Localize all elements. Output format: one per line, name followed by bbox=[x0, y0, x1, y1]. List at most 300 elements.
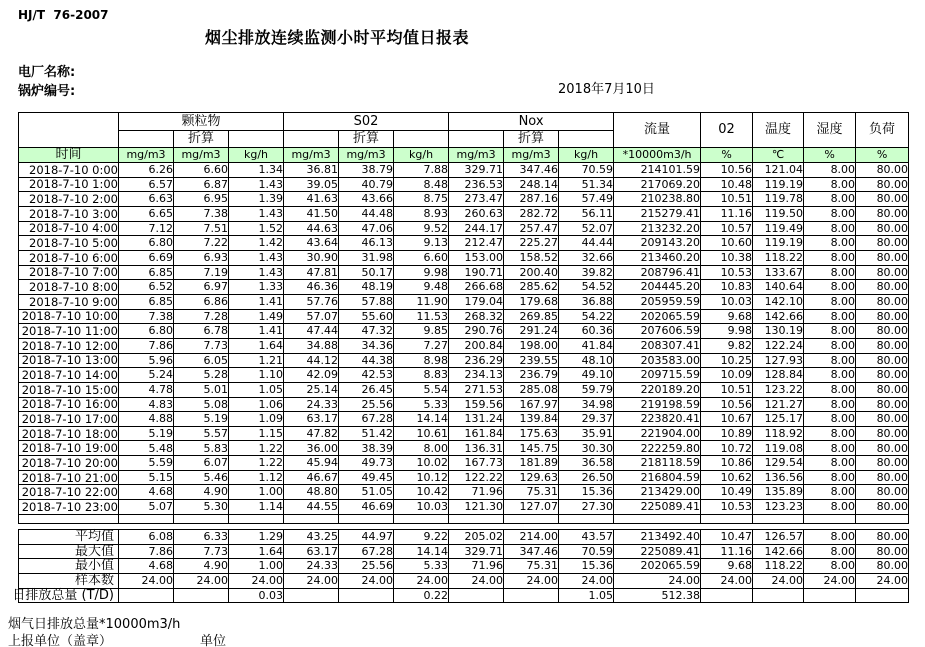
value-cell: 10.56 bbox=[701, 397, 753, 412]
unit-cell: *10000m3/h bbox=[614, 148, 701, 163]
value-cell: 11.53 bbox=[394, 309, 449, 324]
summary-label: 最小值 bbox=[19, 559, 119, 574]
value-cell: 47.44 bbox=[284, 324, 339, 339]
value-cell: 9.52 bbox=[394, 221, 449, 236]
plant-name-label: 电厂名称: bbox=[18, 65, 76, 80]
value-cell: 32.66 bbox=[559, 250, 614, 265]
summary-value-cell bbox=[284, 588, 339, 603]
value-cell: 25.14 bbox=[284, 382, 339, 397]
value-cell: 121.27 bbox=[753, 397, 804, 412]
value-cell: 6.86 bbox=[174, 294, 229, 309]
col-group-so2: S02 bbox=[284, 113, 449, 131]
value-cell: 123.22 bbox=[753, 382, 804, 397]
summary-row bbox=[19, 588, 909, 603]
summary-value-cell: 70.59 bbox=[559, 544, 614, 559]
summary-value-cell: 24.00 bbox=[701, 574, 753, 589]
value-cell: 80.00 bbox=[856, 500, 909, 515]
value-cell: 208307.41 bbox=[614, 338, 701, 353]
value-cell: 4.68 bbox=[119, 485, 174, 500]
summary-value-cell: 9.22 bbox=[394, 530, 449, 545]
time-cell: 2018-7-10 3:00 bbox=[19, 206, 119, 221]
time-cell: 2018-7-10 18:00 bbox=[19, 426, 119, 441]
time-cell: 2018-7-10 5:00 bbox=[19, 236, 119, 251]
summary-value-cell: 10.47 bbox=[701, 530, 753, 545]
blank-cell bbox=[559, 131, 614, 148]
value-cell: 285.62 bbox=[504, 280, 559, 295]
value-cell: 36.58 bbox=[559, 456, 614, 471]
value-cell: 6.69 bbox=[119, 250, 174, 265]
summary-value-cell: 205.02 bbox=[449, 530, 504, 545]
value-cell: 119.50 bbox=[753, 206, 804, 221]
time-cell: 2018-7-10 1:00 bbox=[19, 177, 119, 192]
value-cell: 7.28 bbox=[174, 309, 229, 324]
blank-cell bbox=[394, 131, 449, 148]
value-cell: 57.76 bbox=[284, 294, 339, 309]
value-cell: 8.00 bbox=[804, 163, 856, 178]
value-cell: 8.00 bbox=[804, 426, 856, 441]
value-cell: 1.43 bbox=[229, 265, 284, 280]
table-row bbox=[19, 441, 909, 456]
value-cell: 10.12 bbox=[394, 470, 449, 485]
value-cell: 30.30 bbox=[559, 441, 614, 456]
value-cell: 6.07 bbox=[174, 456, 229, 471]
col-group-particulate: 颗粒物 bbox=[119, 113, 284, 131]
unit-cell: ℃ bbox=[753, 148, 804, 163]
value-cell: 125.17 bbox=[753, 412, 804, 427]
value-cell: 27.30 bbox=[559, 500, 614, 515]
value-cell: 39.82 bbox=[559, 265, 614, 280]
flue-gas-total-note: 烟气日排放总量*10000m3/h bbox=[8, 617, 181, 632]
summary-row bbox=[19, 559, 909, 574]
value-cell: 1.34 bbox=[229, 163, 284, 178]
value-cell: 8.00 bbox=[804, 192, 856, 207]
value-cell: 42.53 bbox=[339, 368, 394, 383]
summary-value-cell: 4.90 bbox=[174, 559, 229, 574]
value-cell: 1.09 bbox=[229, 412, 284, 427]
value-cell: 80.00 bbox=[856, 441, 909, 456]
value-cell: 57.07 bbox=[284, 309, 339, 324]
summary-value-cell: 214.00 bbox=[504, 530, 559, 545]
value-cell: 80.00 bbox=[856, 206, 909, 221]
unit-cell: kg/h bbox=[229, 148, 284, 163]
value-cell: 80.00 bbox=[856, 265, 909, 280]
blank-cell bbox=[449, 131, 504, 148]
value-cell: 5.15 bbox=[119, 470, 174, 485]
value-cell: 30.90 bbox=[284, 250, 339, 265]
table-row bbox=[19, 426, 909, 441]
value-cell: 5.01 bbox=[174, 382, 229, 397]
value-cell: 49.10 bbox=[559, 368, 614, 383]
summary-value-cell: 9.68 bbox=[701, 559, 753, 574]
value-cell: 1.41 bbox=[229, 324, 284, 339]
col-group-flow: 流量 bbox=[614, 113, 701, 148]
value-cell: 282.72 bbox=[504, 206, 559, 221]
value-cell: 1.12 bbox=[229, 470, 284, 485]
table-row bbox=[19, 250, 909, 265]
unit-label: 单位 bbox=[200, 634, 227, 647]
value-cell: 8.00 bbox=[804, 368, 856, 383]
value-cell: 131.24 bbox=[449, 412, 504, 427]
summary-value-cell: 118.22 bbox=[753, 559, 804, 574]
summary-value-cell: 1.05 bbox=[559, 588, 614, 603]
summary-value-cell: 24.00 bbox=[119, 574, 174, 589]
value-cell: 204445.20 bbox=[614, 280, 701, 295]
summary-value-cell bbox=[339, 588, 394, 603]
value-cell: 7.38 bbox=[119, 309, 174, 324]
value-cell: 10.89 bbox=[701, 426, 753, 441]
value-cell: 6.87 bbox=[174, 177, 229, 192]
value-cell: 80.00 bbox=[856, 368, 909, 383]
value-cell: 50.17 bbox=[339, 265, 394, 280]
value-cell: 8.00 bbox=[804, 441, 856, 456]
summary-value-cell: 1.00 bbox=[229, 559, 284, 574]
summary-value-cell: 14.14 bbox=[394, 544, 449, 559]
summary-table bbox=[12, 529, 909, 603]
value-cell: 5.08 bbox=[174, 397, 229, 412]
value-cell: 1.06 bbox=[229, 397, 284, 412]
blank-cell bbox=[394, 514, 449, 523]
summary-value-cell: 126.57 bbox=[753, 530, 804, 545]
unit-cell: mg/m3 bbox=[174, 148, 229, 163]
value-cell: 179.04 bbox=[449, 294, 504, 309]
table-row bbox=[19, 280, 909, 295]
value-cell: 49.45 bbox=[339, 470, 394, 485]
time-cell: 2018-7-10 22:00 bbox=[19, 485, 119, 500]
blank-cell bbox=[174, 514, 229, 523]
value-cell: 119.19 bbox=[753, 236, 804, 251]
time-cell: 2018-7-10 19:00 bbox=[19, 441, 119, 456]
value-cell: 46.36 bbox=[284, 280, 339, 295]
value-cell: 1.39 bbox=[229, 192, 284, 207]
value-cell: 80.00 bbox=[856, 338, 909, 353]
value-cell: 48.10 bbox=[559, 353, 614, 368]
value-cell: 1.00 bbox=[229, 485, 284, 500]
value-cell: 127.07 bbox=[504, 500, 559, 515]
value-cell: 8.00 bbox=[804, 309, 856, 324]
value-cell: 216804.59 bbox=[614, 470, 701, 485]
value-cell: 273.47 bbox=[449, 192, 504, 207]
summary-value-cell: 24.33 bbox=[284, 559, 339, 574]
value-cell: 46.67 bbox=[284, 470, 339, 485]
value-cell: 6.26 bbox=[119, 163, 174, 178]
corner-cell bbox=[19, 113, 119, 148]
value-cell: 213460.20 bbox=[614, 250, 701, 265]
unit-cell: mg/m3 bbox=[504, 148, 559, 163]
value-cell: 221904.00 bbox=[614, 426, 701, 441]
value-cell: 214101.59 bbox=[614, 163, 701, 178]
value-cell: 10.61 bbox=[394, 426, 449, 441]
summary-value-cell: 0.22 bbox=[394, 588, 449, 603]
blank-cell bbox=[119, 131, 174, 148]
value-cell: 80.00 bbox=[856, 426, 909, 441]
value-cell: 55.60 bbox=[339, 309, 394, 324]
time-cell: 2018-7-10 0:00 bbox=[19, 163, 119, 178]
summary-value-cell: 24.00 bbox=[804, 574, 856, 589]
summary-value-cell bbox=[701, 588, 753, 603]
summary-value-cell: 43.57 bbox=[559, 530, 614, 545]
summary-value-cell: 4.68 bbox=[119, 559, 174, 574]
value-cell: 1.15 bbox=[229, 426, 284, 441]
value-cell: 47.81 bbox=[284, 265, 339, 280]
col-group-temperature: 温度 bbox=[753, 113, 804, 148]
value-cell: 1.22 bbox=[229, 456, 284, 471]
value-cell: 80.00 bbox=[856, 163, 909, 178]
value-cell: 10.03 bbox=[701, 294, 753, 309]
summary-value-cell: 80.00 bbox=[856, 544, 909, 559]
value-cell: 80.00 bbox=[856, 236, 909, 251]
table-row bbox=[19, 163, 909, 178]
value-cell: 8.00 bbox=[804, 221, 856, 236]
time-cell: 2018-7-10 23:00 bbox=[19, 500, 119, 515]
value-cell: 9.82 bbox=[701, 338, 753, 353]
value-cell: 225.27 bbox=[504, 236, 559, 251]
time-cell: 2018-7-10 16:00 bbox=[19, 397, 119, 412]
summary-value-cell: 8.00 bbox=[804, 530, 856, 545]
empty-row bbox=[19, 514, 909, 523]
value-cell: 158.52 bbox=[504, 250, 559, 265]
reporting-unit-label: 上报单位（盖章） bbox=[8, 634, 113, 647]
value-cell: 71.96 bbox=[449, 485, 504, 500]
blank-cell bbox=[449, 514, 504, 523]
time-cell: 2018-7-10 12:00 bbox=[19, 338, 119, 353]
col-group-load: 负荷 bbox=[856, 113, 909, 148]
summary-row bbox=[19, 574, 909, 589]
value-cell: 7.73 bbox=[174, 338, 229, 353]
value-cell: 10.09 bbox=[701, 368, 753, 383]
value-cell: 75.31 bbox=[504, 485, 559, 500]
value-cell: 285.08 bbox=[504, 382, 559, 397]
value-cell: 8.00 bbox=[804, 250, 856, 265]
value-cell: 11.16 bbox=[701, 206, 753, 221]
summary-value-cell: 1.64 bbox=[229, 544, 284, 559]
summary-value-cell: 6.08 bbox=[119, 530, 174, 545]
value-cell: 7.86 bbox=[119, 338, 174, 353]
table-row bbox=[19, 221, 909, 236]
value-cell: 10.53 bbox=[701, 265, 753, 280]
value-cell: 5.19 bbox=[174, 412, 229, 427]
summary-value-cell: 512.38 bbox=[614, 588, 701, 603]
value-cell: 80.00 bbox=[856, 309, 909, 324]
summary-value-cell: 24.00 bbox=[753, 574, 804, 589]
summary-value-cell: 0.03 bbox=[229, 588, 284, 603]
summary-value-cell bbox=[856, 588, 909, 603]
blank-cell bbox=[804, 514, 856, 523]
summary-value-cell: 25.56 bbox=[339, 559, 394, 574]
value-cell: 8.00 bbox=[804, 397, 856, 412]
value-cell: 119.08 bbox=[753, 441, 804, 456]
value-cell: 6.63 bbox=[119, 192, 174, 207]
time-column-header: 时间 bbox=[19, 148, 119, 163]
value-cell: 35.91 bbox=[559, 426, 614, 441]
value-cell: 80.00 bbox=[856, 280, 909, 295]
value-cell: 8.48 bbox=[394, 177, 449, 192]
value-cell: 80.00 bbox=[856, 470, 909, 485]
value-cell: 8.00 bbox=[804, 280, 856, 295]
summary-value-cell: 8.00 bbox=[804, 559, 856, 574]
blank-cell bbox=[559, 514, 614, 523]
summary-label: 日排放总量 (T/D) bbox=[19, 588, 119, 603]
value-cell: 290.76 bbox=[449, 324, 504, 339]
boiler-no-label: 锅炉编号: bbox=[18, 84, 76, 99]
summary-value-cell bbox=[174, 588, 229, 603]
value-cell: 203583.00 bbox=[614, 353, 701, 368]
value-cell: 9.48 bbox=[394, 280, 449, 295]
value-cell: 200.84 bbox=[449, 338, 504, 353]
value-cell: 236.29 bbox=[449, 353, 504, 368]
summary-value-cell: 24.00 bbox=[449, 574, 504, 589]
value-cell: 260.63 bbox=[449, 206, 504, 221]
value-cell: 291.24 bbox=[504, 324, 559, 339]
summary-value-cell: 329.71 bbox=[449, 544, 504, 559]
value-cell: 1.42 bbox=[229, 236, 284, 251]
value-cell: 236.79 bbox=[504, 368, 559, 383]
summary-value-cell: 15.36 bbox=[559, 559, 614, 574]
value-cell: 8.00 bbox=[804, 338, 856, 353]
value-cell: 15.36 bbox=[559, 485, 614, 500]
value-cell: 119.19 bbox=[753, 177, 804, 192]
summary-value-cell bbox=[119, 588, 174, 603]
blank-cell bbox=[339, 514, 394, 523]
value-cell: 63.17 bbox=[284, 412, 339, 427]
value-cell: 47.06 bbox=[339, 221, 394, 236]
value-cell: 7.51 bbox=[174, 221, 229, 236]
value-cell: 218118.59 bbox=[614, 456, 701, 471]
value-cell: 39.05 bbox=[284, 177, 339, 192]
value-cell: 7.12 bbox=[119, 221, 174, 236]
value-cell: 4.88 bbox=[119, 412, 174, 427]
summary-value-cell: 24.00 bbox=[559, 574, 614, 589]
value-cell: 7.27 bbox=[394, 338, 449, 353]
value-cell: 5.28 bbox=[174, 368, 229, 383]
table-row bbox=[19, 309, 909, 324]
value-cell: 40.79 bbox=[339, 177, 394, 192]
value-cell: 14.14 bbox=[394, 412, 449, 427]
value-cell: 1.10 bbox=[229, 368, 284, 383]
value-cell: 121.30 bbox=[449, 500, 504, 515]
value-cell: 6.80 bbox=[119, 236, 174, 251]
value-cell: 8.00 bbox=[804, 485, 856, 500]
value-cell: 80.00 bbox=[856, 397, 909, 412]
value-cell: 223820.41 bbox=[614, 412, 701, 427]
unit-cell: kg/h bbox=[394, 148, 449, 163]
table-row bbox=[19, 382, 909, 397]
value-cell: 287.16 bbox=[504, 192, 559, 207]
time-cell: 2018-7-10 4:00 bbox=[19, 221, 119, 236]
value-cell: 80.00 bbox=[856, 456, 909, 471]
value-cell: 10.72 bbox=[701, 441, 753, 456]
value-cell: 6.95 bbox=[174, 192, 229, 207]
value-cell: 4.83 bbox=[119, 397, 174, 412]
value-cell: 57.88 bbox=[339, 294, 394, 309]
table-row bbox=[19, 397, 909, 412]
value-cell: 44.44 bbox=[559, 236, 614, 251]
time-cell: 2018-7-10 14:00 bbox=[19, 368, 119, 383]
value-cell: 26.45 bbox=[339, 382, 394, 397]
value-cell: 6.85 bbox=[119, 294, 174, 309]
value-cell: 128.84 bbox=[753, 368, 804, 383]
value-cell: 70.59 bbox=[559, 163, 614, 178]
summary-value-cell: 24.00 bbox=[394, 574, 449, 589]
value-cell: 46.69 bbox=[339, 500, 394, 515]
value-cell: 1.21 bbox=[229, 353, 284, 368]
table-row bbox=[19, 177, 909, 192]
value-cell: 1.52 bbox=[229, 221, 284, 236]
value-cell: 5.07 bbox=[119, 500, 174, 515]
unit-cell: mg/m3 bbox=[119, 148, 174, 163]
value-cell: 213429.00 bbox=[614, 485, 701, 500]
value-cell: 268.32 bbox=[449, 309, 504, 324]
summary-value-cell: 80.00 bbox=[856, 530, 909, 545]
value-cell: 26.50 bbox=[559, 470, 614, 485]
value-cell: 11.90 bbox=[394, 294, 449, 309]
summary-value-cell: 24.00 bbox=[339, 574, 394, 589]
summary-value-cell bbox=[504, 588, 559, 603]
value-cell: 142.66 bbox=[753, 309, 804, 324]
time-cell: 2018-7-10 17:00 bbox=[19, 412, 119, 427]
value-cell: 80.00 bbox=[856, 382, 909, 397]
summary-value-cell: 24.00 bbox=[174, 574, 229, 589]
value-cell: 1.43 bbox=[229, 250, 284, 265]
value-cell: 209143.20 bbox=[614, 236, 701, 251]
time-cell: 2018-7-10 8:00 bbox=[19, 280, 119, 295]
summary-value-cell: 142.66 bbox=[753, 544, 804, 559]
value-cell: 10.25 bbox=[701, 353, 753, 368]
summary-value-cell: 202065.59 bbox=[614, 559, 701, 574]
value-cell: 222259.80 bbox=[614, 441, 701, 456]
value-cell: 9.98 bbox=[394, 265, 449, 280]
value-cell: 25.56 bbox=[339, 397, 394, 412]
value-cell: 8.00 bbox=[394, 441, 449, 456]
unit-cell: mg/m3 bbox=[284, 148, 339, 163]
col-group-o2: 02 bbox=[701, 113, 753, 148]
value-cell: 8.00 bbox=[804, 456, 856, 471]
value-cell: 34.88 bbox=[284, 338, 339, 353]
value-cell: 212.47 bbox=[449, 236, 504, 251]
value-cell: 219198.59 bbox=[614, 397, 701, 412]
value-cell: 8.00 bbox=[804, 324, 856, 339]
blank-cell bbox=[504, 514, 559, 523]
value-cell: 44.55 bbox=[284, 500, 339, 515]
value-cell: 43.66 bbox=[339, 192, 394, 207]
table-row bbox=[19, 324, 909, 339]
value-cell: 236.53 bbox=[449, 177, 504, 192]
value-cell: 51.34 bbox=[559, 177, 614, 192]
time-cell: 2018-7-10 10:00 bbox=[19, 309, 119, 324]
time-cell: 2018-7-10 11:00 bbox=[19, 324, 119, 339]
page-title: 烟尘排放连续监测小时平均值日报表 bbox=[205, 28, 470, 47]
value-cell: 9.98 bbox=[701, 324, 753, 339]
value-cell: 34.36 bbox=[339, 338, 394, 353]
time-cell: 2018-7-10 15:00 bbox=[19, 382, 119, 397]
value-cell: 36.00 bbox=[284, 441, 339, 456]
converted-label: 折算 bbox=[504, 131, 559, 148]
summary-value-cell: 71.96 bbox=[449, 559, 504, 574]
value-cell: 5.48 bbox=[119, 441, 174, 456]
value-cell: 1.14 bbox=[229, 500, 284, 515]
value-cell: 36.81 bbox=[284, 163, 339, 178]
value-cell: 4.78 bbox=[119, 382, 174, 397]
value-cell: 8.00 bbox=[804, 294, 856, 309]
value-cell: 9.85 bbox=[394, 324, 449, 339]
table-row bbox=[19, 412, 909, 427]
time-cell: 2018-7-10 20:00 bbox=[19, 456, 119, 471]
doc-code: HJ/T 76-2007 bbox=[18, 8, 109, 22]
summary-value-cell: 347.46 bbox=[504, 544, 559, 559]
value-cell: 207606.59 bbox=[614, 324, 701, 339]
value-cell: 181.89 bbox=[504, 456, 559, 471]
summary-row bbox=[19, 530, 909, 545]
value-cell: 153.00 bbox=[449, 250, 504, 265]
